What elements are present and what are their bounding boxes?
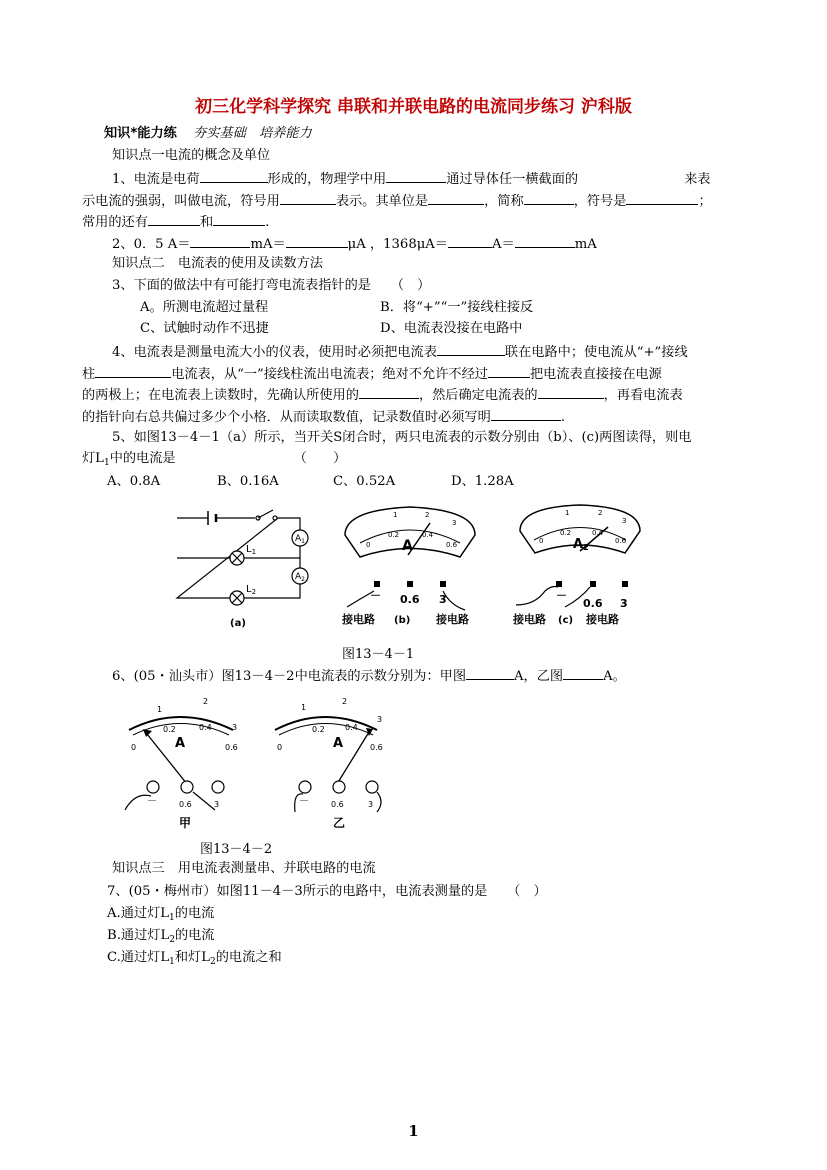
ammeter-c-tick-2: 2 [598,509,603,517]
q3-option-d[interactable]: D、电流表没接在电路中 [380,321,523,336]
ammeter-b [341,507,475,626]
section-header [104,125,312,143]
q5-text-c: 中的电流是 [109,451,176,466]
ammeter-yi [275,697,383,830]
ammeter-b-term-label-06: 0.6 [400,593,420,606]
q1-blank-3[interactable] [280,191,336,205]
q1-blank-5[interactable] [524,191,574,205]
ammeter-b-terminal-06 [407,581,413,587]
q5-option-b[interactable]: B、0.16A [217,474,279,489]
ammeter-b-tick-06: 0.6 [446,541,458,549]
ammeter-b-tick-2: 2 [425,511,430,519]
ammeter-yi-tick-02: 0.2 [312,725,325,734]
q4-blank-6[interactable] [491,407,561,421]
q4-line1 [112,342,688,362]
q1-text-g: ，简称 [484,194,524,209]
q7-option-b-end: 的电流 [174,928,215,943]
q7-option-a-sub: 1 [169,913,175,923]
q6-blank-2[interactable] [563,666,603,680]
q3-option-b[interactable]: B．将“+”“一”接线柱接反 [380,300,534,315]
q7-option-a-end: 的电流 [174,906,215,921]
ammeter-yi-tick-1: 1 [301,703,307,712]
q7-option-c-text: C.通过灯L [107,950,170,965]
ammeter-jia-tick-02: 0.2 [163,725,176,734]
q1-line1 [112,169,752,189]
ammeter-b-wire-right: 接电路 [436,613,469,626]
q1-blank-7[interactable] [148,212,200,226]
ammeter-b-term-label-3: 3 [439,593,447,606]
label-b: (b) [394,615,411,626]
ammeter-yi-tick-2: 2 [342,697,348,706]
q5-option-a[interactable]: A、0.8A [107,474,161,489]
ammeter-jia-tick-04: 0.4 [199,723,212,732]
q4-blank-1[interactable] [437,342,505,356]
q4-text-e: 把电流表直接接在电源 [529,367,662,382]
q4-text-c: 柱 [82,367,96,382]
ammeter-c-tick-3: 3 [622,517,627,525]
q1-text-d: 来表 [684,172,711,187]
section-header-bold: 知识*能力练 [104,126,177,141]
ammeter-b-unit: A [402,538,413,554]
ammeter-c-tick-1: 1 [565,509,570,517]
q7-option-c-sub2: 2 [210,957,216,967]
q1-blank-2[interactable] [386,169,446,183]
q4-blank-5[interactable] [538,385,604,399]
ammeter-c-terminal-06 [590,581,596,587]
q2-line [112,234,597,254]
ammeter-c-tick-02: 0.2 [560,529,572,537]
figure-13-4-2 [115,692,395,832]
q4-line3 [82,385,683,405]
page-number: 1 [408,1122,419,1140]
q4-line2 [82,364,662,384]
q4-text-g: ，然后确定电流表的 [418,388,538,403]
ammeter-c-term-label-06: 0.6 [583,597,603,610]
ammeter-jia-term-06: 0.6 [179,800,192,809]
knowledge-point-2: 知识点二 电流表的使用及读数方法 [112,256,323,271]
ammeter-c-wire-right: 接电路 [586,613,619,626]
q2-text-d: A＝ [492,237,515,252]
q1-text-j: 常用的还有 [82,215,148,230]
q5-line1: 5、如图13－4－1（a）所示，当开关S闭合时，两只电流表的示数分别由（b）、(c)两图读得，则电 [112,430,692,445]
q5-paren: （ ） [293,451,347,466]
ammeter-b-tick-3: 3 [452,519,457,527]
q5-text-b: 灯L [82,451,104,466]
q2-blank-3[interactable] [448,234,492,248]
q1-blank-4[interactable] [428,191,484,205]
ammeter-yi-tick-0: 0 [277,743,283,752]
figure-13-4-1 [160,495,660,635]
q1-line3 [82,212,269,232]
q7-option-a-text: A.通过灯L [107,906,170,921]
section-header-italic: 夯实基础 培养能力 [193,126,312,141]
figure-13-4-1-caption: 图13－4－1 [342,647,415,662]
ammeter-jia-term-neg: － [147,796,157,807]
ammeter-c-term-label-3: 3 [620,597,628,610]
q2-blank-1[interactable] [190,234,250,248]
q6-blank-1[interactable] [466,666,514,680]
q1-text-h: ，符号是 [573,194,627,209]
q1-text-c: 通过导体任一横截面的 [446,172,579,187]
ammeter-c-term-label-neg: － [556,589,567,602]
q7-option-b-text: B.通过灯L [107,928,170,943]
figure-13-4-2-caption: 图13－4－2 [200,842,273,857]
q4-line4 [82,407,565,427]
q4-blank-4[interactable] [359,385,419,399]
ammeter-jia [125,697,238,830]
q4-text-b: 联在电路中；使电流从“+”接线 [504,345,688,360]
ammeter-jia-tick-0: 0 [131,743,137,752]
q6-text-c: A。 [603,669,626,684]
ammeter-c-wire-left: 接电路 [513,613,546,626]
q3-option-a[interactable]: A。所测电流超过量程 [140,300,269,315]
q2-text-e: mA [574,237,597,252]
q2-text-a: 2、0．5 A＝ [112,237,191,252]
ammeter-yi-tick-04: 0.4 [345,723,358,732]
q6-line [112,666,626,686]
q7-stem: 7、(05・梅州市）如图11－4－3所示的电路中，电流表测量的是 （ ） [107,884,547,899]
q2-blank-4[interactable] [515,234,575,248]
q7-option-c-sub1: 1 [169,957,175,967]
q4-text-d: 电流表，从“一”接线柱流出电流表；绝对不允许不经过 [171,367,488,382]
ammeter-c-unit: A2 [573,537,589,552]
q1-text-b: 形成的，物理学中用 [267,172,387,187]
ammeter-b-tick-1: 1 [393,511,398,519]
ammeter-b-term-label-neg: － [370,589,381,602]
ammeter-b-tick-0: 0 [366,541,371,549]
ammeter-b-terminal-3 [440,581,446,587]
q4-text-j: . [560,410,566,425]
q5-line2 [82,450,346,472]
q1-text-a: 1、电流是电荷 [112,172,200,187]
q7-option-b[interactable] [107,927,215,949]
label-l2: $L_2$ [246,584,257,596]
q1-line2 [82,191,712,211]
q5-option-d[interactable]: D、1.28A [451,474,514,489]
ammeter-jia-unit: A [175,736,186,751]
q1-text-l: . [265,215,270,230]
ammeter-yi-tick-06: 0.6 [370,743,383,752]
ammeter-jia-tick-06: 0.6 [225,743,238,752]
q3-stem: 3、下面的做法中有可能打弯电流表指针的是 （ ） [112,278,431,293]
q1-blank-6[interactable] [626,191,698,205]
ammeter-c-terminal-3 [622,581,628,587]
ammeter-jia-term-3: 3 [214,800,220,809]
ammeter-jia-tick-1: 1 [157,705,163,714]
q1-blank-8[interactable] [213,212,265,226]
ammeter-yi-unit: A [333,736,344,751]
q4-blank-2[interactable] [95,364,171,378]
q6-text-a: 6、(05・汕头市）图13－4－2中电流表的示数分别为：甲图 [112,669,466,684]
ammeter-yi-term-3: 3 [368,800,374,809]
q1-text-k: 和 [199,215,214,230]
q2-blank-2[interactable] [286,234,348,248]
ammeter-yi-tick-3: 3 [377,715,383,724]
q1-text-i: ； [698,194,712,209]
ammeter-b-wire-left: 接电路 [342,613,375,626]
q1-text-e: 示电流的强弱，叫做电流，符号用 [82,194,280,209]
label-l1: $L_1$ [246,544,257,556]
q6-text-b: A，乙图 [514,669,564,684]
q5-sub: 1 [103,458,110,468]
ammeter-c-tick-04: 0.4 [592,529,604,537]
knowledge-point-1: 知识点一电流的概念及单位 [112,148,271,163]
circuit-diagram-a [177,510,308,605]
ammeter-b-tick-04: 0.4 [422,531,434,539]
q1-text-f: 表示。其单位是 [335,194,429,209]
ammeter-yi-term-06: 0.6 [331,800,344,809]
q7-option-c-mid: 和灯L [174,950,211,965]
ammeter-b-tick-02: 0.2 [388,531,400,539]
q4-text-a: 4、电流表是测量电流大小的仪表，使用时必须把电流表 [112,345,437,360]
page-title: 初三化学科学探究 串联和并联电路的电流同步练习 沪科版 [195,97,632,117]
q5-option-c[interactable]: C、0.52A [333,474,396,489]
label-a1: $A_1$ [295,534,305,545]
ammeter-c [512,505,640,626]
ammeter-b-terminal-neg [374,581,380,587]
ammeter-yi-term-neg: － [299,796,309,807]
knowledge-point-3: 知识点三 用电流表测量串、并联电路的电流 [112,861,376,876]
q1-blank-1[interactable] [200,169,268,183]
q4-text-i: 的指针向右总共偏过多少个小格．从而读取数值，记录数值时必须写明 [82,410,491,425]
label-a2: $A_2$ [295,572,305,583]
ammeter-jia-tick-2: 2 [203,697,209,706]
ammeter-c-tick-0: 0 [539,537,544,545]
q2-text-b: mA＝ [250,237,286,252]
ammeter-jia-tick-3: 3 [232,723,238,732]
q7-option-c-end: 的电流之和 [215,950,282,965]
q7-option-a[interactable] [107,905,214,927]
ammeter-yi-name: 乙 [333,816,346,830]
label-a: (a) [230,618,246,629]
q3-option-c[interactable]: C、试触时动作不迅捷 [140,321,269,336]
ammeter-jia-name: 甲 [179,816,192,830]
ammeter-c-tick-06: 0.6 [615,537,627,545]
q2-text-c: μA ，1368μA＝ [347,237,448,252]
label-c: (c) [558,615,574,626]
q4-text-h: ，再看电流表 [603,388,683,403]
q7-option-c[interactable] [107,949,282,971]
q4-text-f: 的两极上；在电流表上读数时，先确认所使用的 [82,388,359,403]
q7-option-b-sub: 2 [169,935,175,945]
q4-blank-3[interactable] [488,364,530,378]
